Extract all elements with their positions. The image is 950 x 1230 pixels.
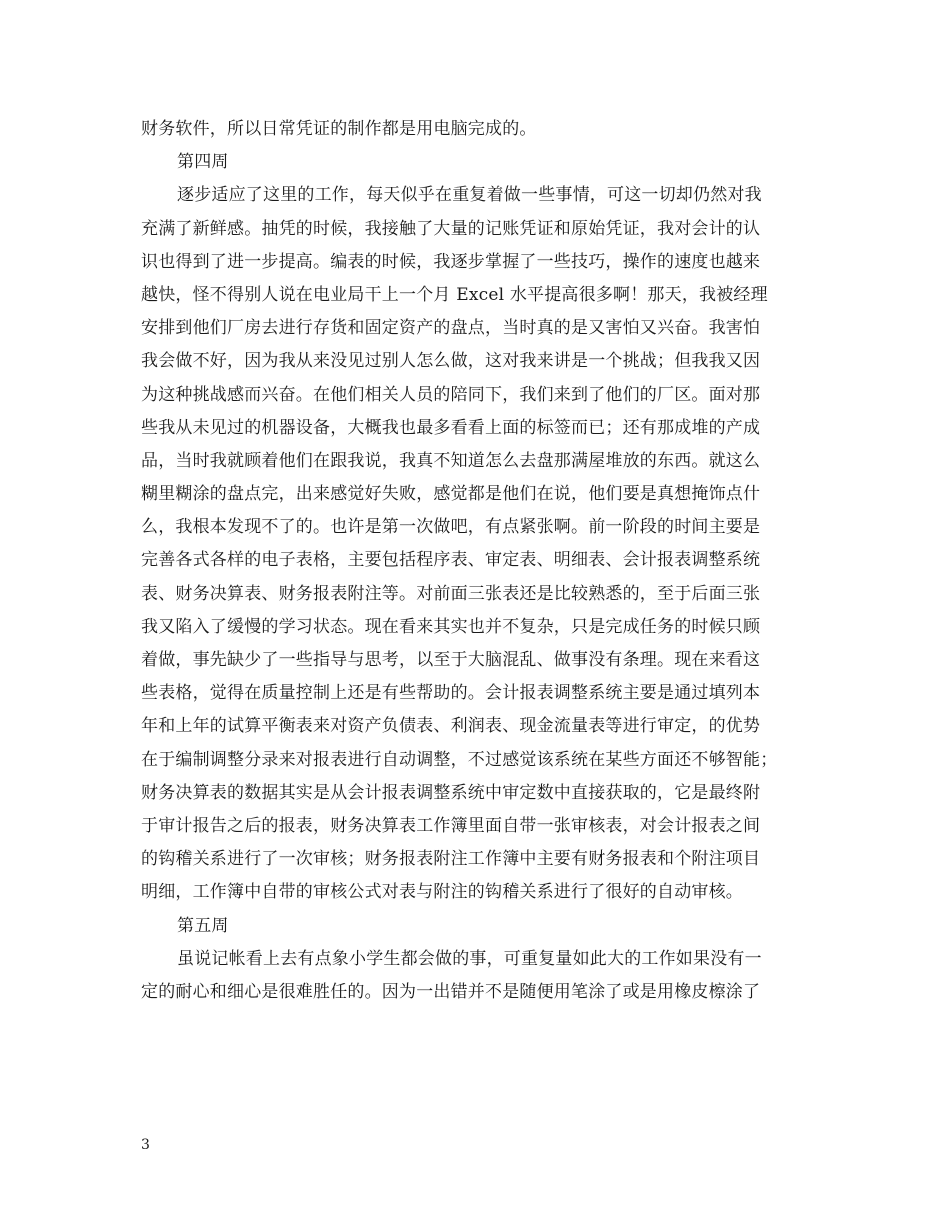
text-line: 第四周: [177, 152, 229, 173]
text-line: 财务决算表的数据其实是从会计报表调整系统中审定数中直接获取的，它是最终附: [141, 782, 761, 803]
text-line: 着做，事先缺少了一些指导与思考，以至于大脑混乱、做事没有条理。现在来看这: [141, 650, 761, 670]
text-line: 在于编制调整分录来对报表进行自动调整，不过感觉该系统在某些方面还不够智能；: [141, 749, 778, 770]
text-line: 些我从未见过的机器设备，大概我也最多看看上面的标签而已；还有那成堆的产成: [141, 417, 761, 438]
text-line: 逐步适应了这里的工作，每天似乎在重复着做一些事情，可这一切却仍然对我: [177, 185, 762, 206]
text-line: 财务软件，所以日常凭证的制作都是用电脑完成的。: [141, 119, 537, 139]
text-line: 表、财务决算表、财务报表附注等。对前面三张表还是比较熟悉的，至于后面三张: [141, 583, 761, 604]
text-line: 定的耐心和细心是很难胜任的。因为一出错并不是随便用笔涂了或是用橡皮檫涂了: [141, 981, 761, 1002]
text-line: 我会做不好，因为我从来没见过别人怎么做，这对我来讲是一个挑战；但我我又因: [141, 351, 761, 372]
text-line: 的钩稽关系进行了一次审核；财务报表附注工作簿中主要有财务报表和个附注项目: [141, 849, 761, 870]
text-line: 些表格，觉得在质量控制上还是有些帮助的。会计报表调整系统主要是通过填列本: [141, 683, 761, 704]
text-line: 虽说记帐看上去有点象小学生都会做的事，可重复量如此大的工作如果没有一: [177, 948, 762, 969]
page-number: 3: [141, 1137, 150, 1153]
text-line: 安排到他们厂房去进行存货和固定资产的盘点，当时真的是又害怕又兴奋。我害怕: [141, 318, 761, 339]
text-line: 第五周: [177, 915, 229, 936]
text-line: 于审计报告之后的报表，财务决算表工作簿里面自带一张审核表，对会计报表之间: [141, 815, 761, 836]
text-line: 越快，怪不得别人说在电业局干上一个月 Excel 水平提高很多啊！那天，我被经理: [141, 284, 768, 305]
text-line: 糊里糊涂的盘点完，出来感觉好失败，感觉都是他们在说，他们要是真想掩饰点什: [141, 484, 761, 505]
text-line: 充满了新鲜感。抽凭的时候，我接触了大量的记账凭证和原始凭证，我对会计的认: [141, 218, 761, 239]
text-line: 完善各式各样的电子表格，主要包括程序表、审定表、明细表、会计报表调整系统: [141, 550, 761, 571]
text-line: 识也得到了进一步提高。编表的时候，我逐步掌握了一些技巧，操作的速度也越来: [141, 251, 761, 272]
text-line: 年和上年的试算平衡表来对资产负债表、利润表、现金流量表等进行审定，的优势: [141, 716, 761, 737]
text-line: 么，我根本发现不了的。也许是第一次做吧，有点紧张啊。前一阶段的时间主要是: [141, 517, 761, 538]
text-line: 明细，工作簿中自带的审核公式对表与附注的钩稽关系进行了很好的自动审核。: [141, 882, 743, 903]
text-line: 品，当时我就顾着他们在跟我说，我真不知道怎么去盘那满屋堆放的东西。就这么: [141, 450, 761, 471]
text-line: 为这种挑战感而兴奋。在他们相关人员的陪同下，我们来到了他们的厂区。面对那: [141, 384, 761, 405]
document-body: [141, 113, 831, 1009]
text-line: 我又陷入了缓慢的学习状态。现在看来其实也并不复杂，只是完成任务的时候只顾: [141, 616, 761, 637]
